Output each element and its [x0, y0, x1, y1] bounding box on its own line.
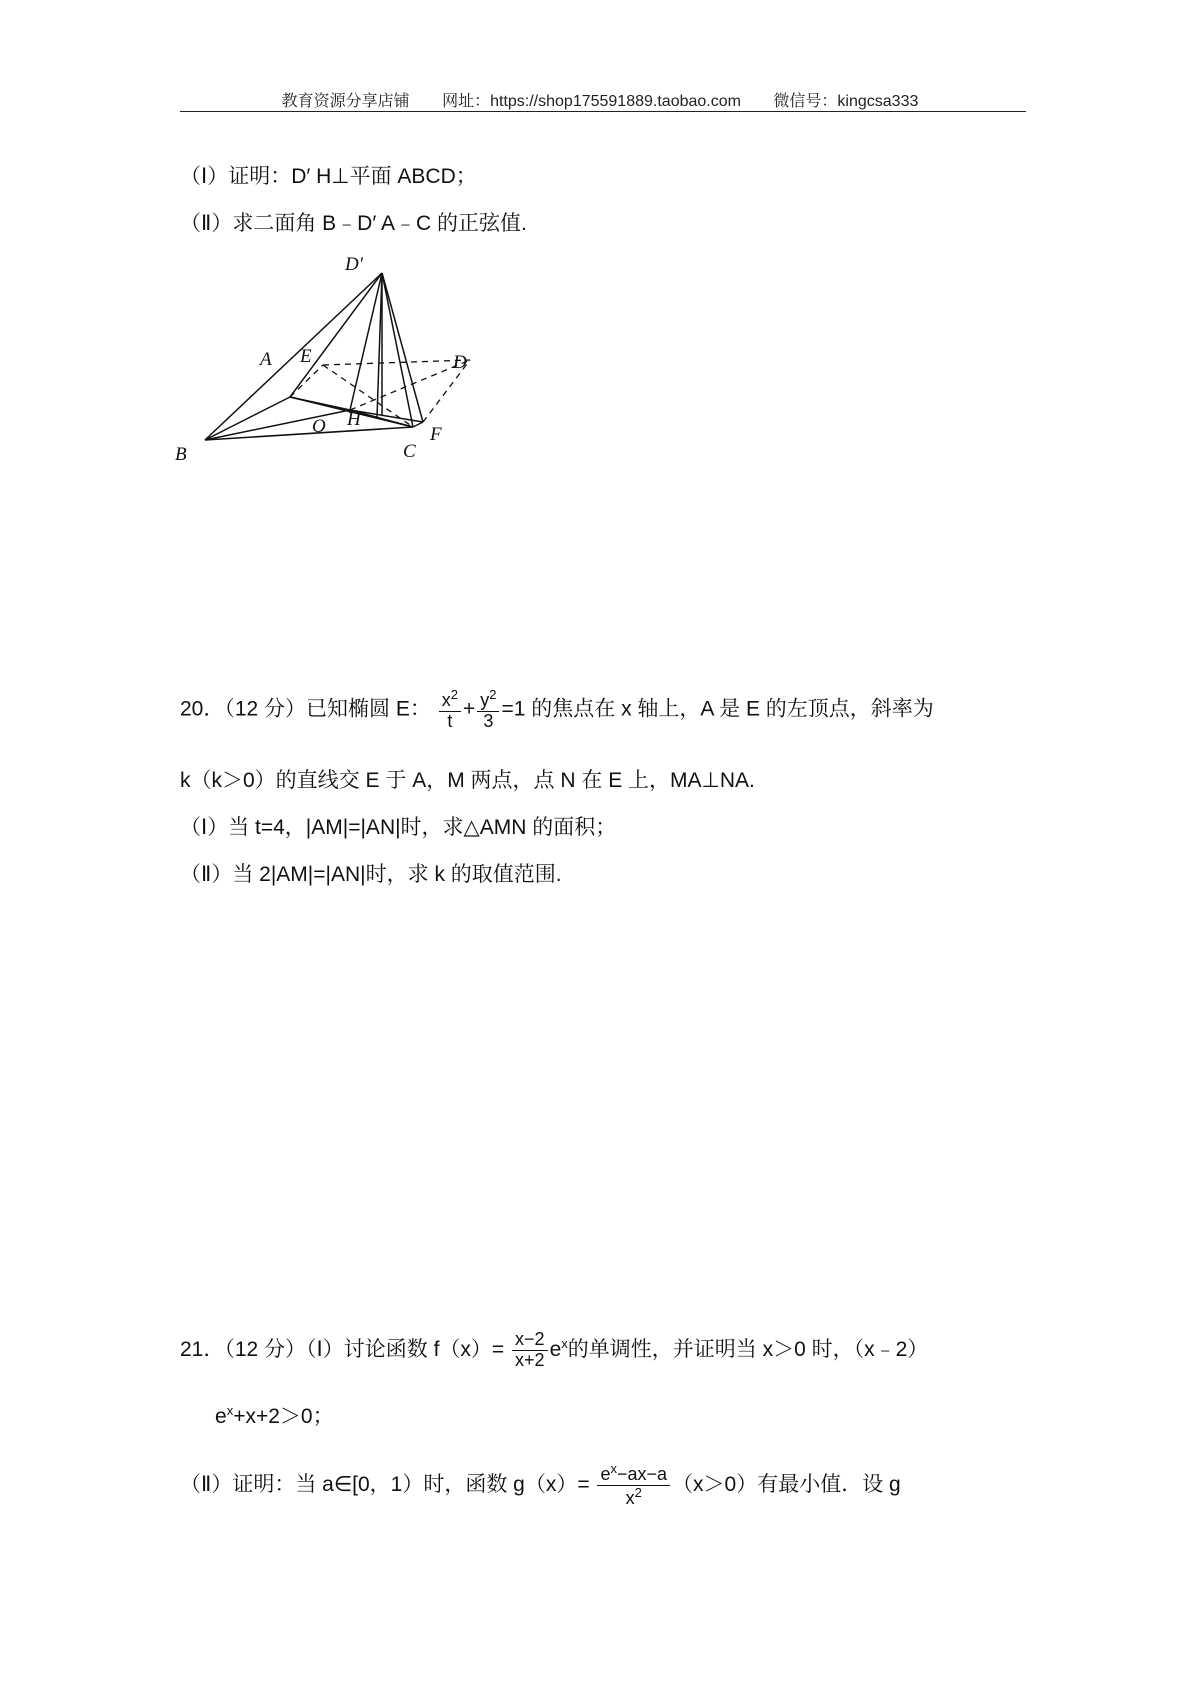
dashed-e-c — [323, 365, 413, 427]
frac2-exponent: 2 — [489, 687, 497, 702]
frac1-denominator: t — [447, 710, 453, 731]
fraction-f — [512, 1330, 548, 1371]
plus-sign: + — [462, 697, 476, 721]
f-numerator: x−2 — [512, 1330, 548, 1351]
q19-part2: （Ⅱ）求二面角 B﹣D′ A﹣C 的正弦值. — [180, 212, 527, 235]
g-num-e: e — [600, 1464, 611, 1484]
q20-line2: k（k＞0）的直线交 E 于 A，M 两点，点 N 在 E 上，MA⊥NA. — [180, 769, 755, 792]
g-num-sup: x — [610, 1461, 617, 1476]
q21-part2-end: （x＞0）有最小值．设 g — [672, 1472, 901, 1496]
q21-line1 — [180, 1330, 928, 1371]
edge-b-a — [205, 397, 290, 440]
label-o: O — [312, 416, 326, 437]
dashed-e-d — [323, 360, 470, 365]
label-c: C — [403, 441, 416, 462]
g-num-rest: −ax−a — [616, 1464, 668, 1484]
page-header — [0, 88, 1200, 111]
q20-part1: （Ⅰ）当 t=4，|AM|=|AN|时，求△AMN 的面积； — [180, 816, 617, 839]
label-d: D — [453, 352, 467, 373]
q20-after-equation: =1 的焦点在 x 轴上，A 是 E 的左顶点，斜率为 — [501, 697, 934, 721]
fraction-y2-over-3 — [477, 688, 499, 732]
g-den: x — [625, 1487, 635, 1508]
line2-exp-sup: x — [226, 1403, 234, 1418]
line2-rest: +x+2＞0； — [233, 1405, 334, 1428]
f-exp-base: e — [549, 1337, 562, 1361]
f-exp-sup: x — [561, 1335, 568, 1351]
label-b: B — [175, 444, 187, 465]
q21-line2 — [215, 1400, 334, 1430]
edge-c-dprime — [382, 273, 413, 427]
edge-f-dprime — [382, 273, 423, 422]
header-store: 教育资源分享店铺 — [281, 93, 410, 110]
g-den-sup: 2 — [634, 1484, 642, 1500]
q21-part2 — [180, 1462, 901, 1509]
header-wechat: 微信号：kingcsa333 — [773, 93, 919, 110]
frac1-numerator: x — [441, 690, 451, 710]
label-f: F — [430, 424, 442, 445]
f-denominator: x+2 — [515, 1349, 545, 1370]
label-h: H — [347, 409, 361, 430]
header-rule — [180, 111, 1026, 112]
fraction-x2-over-t — [439, 688, 461, 732]
dashed-a-e — [290, 365, 323, 397]
label-e: E — [300, 346, 312, 367]
dashed-o-d — [350, 360, 470, 410]
frac2-numerator: y — [480, 690, 490, 710]
q20-intro: 20．（12 分）已知椭圆 E： — [180, 697, 431, 721]
q21-part2-start: （Ⅱ）证明：当 a∈[0，1）时，函数 g（x）= — [180, 1472, 590, 1496]
q21-intro: 21．（12 分）（Ⅰ）讨论函数 f（x）= — [180, 1337, 505, 1361]
q21-after-f: 的单调性，并证明当 x＞0 时，（x﹣2） — [567, 1337, 929, 1361]
q20-line1 — [180, 688, 934, 732]
q19-part1: （Ⅰ）证明：D′ H⊥平面 ABCD； — [180, 165, 477, 188]
fraction-g — [597, 1462, 670, 1509]
frac2-denominator: 3 — [483, 710, 494, 731]
edge-c-f — [413, 422, 423, 427]
line2-exp-base: e — [215, 1405, 227, 1428]
label-a: A — [260, 349, 272, 370]
q20-part2: （Ⅱ）当 2|AM|=|AN|时，求 k 的取值范围. — [180, 863, 562, 886]
pyramid-figure — [170, 245, 530, 465]
frac1-exponent: 2 — [450, 687, 458, 702]
label-d-prime: D′ — [345, 254, 363, 275]
header-url: 网址：https://shop175591889.taobao.com — [442, 93, 741, 110]
